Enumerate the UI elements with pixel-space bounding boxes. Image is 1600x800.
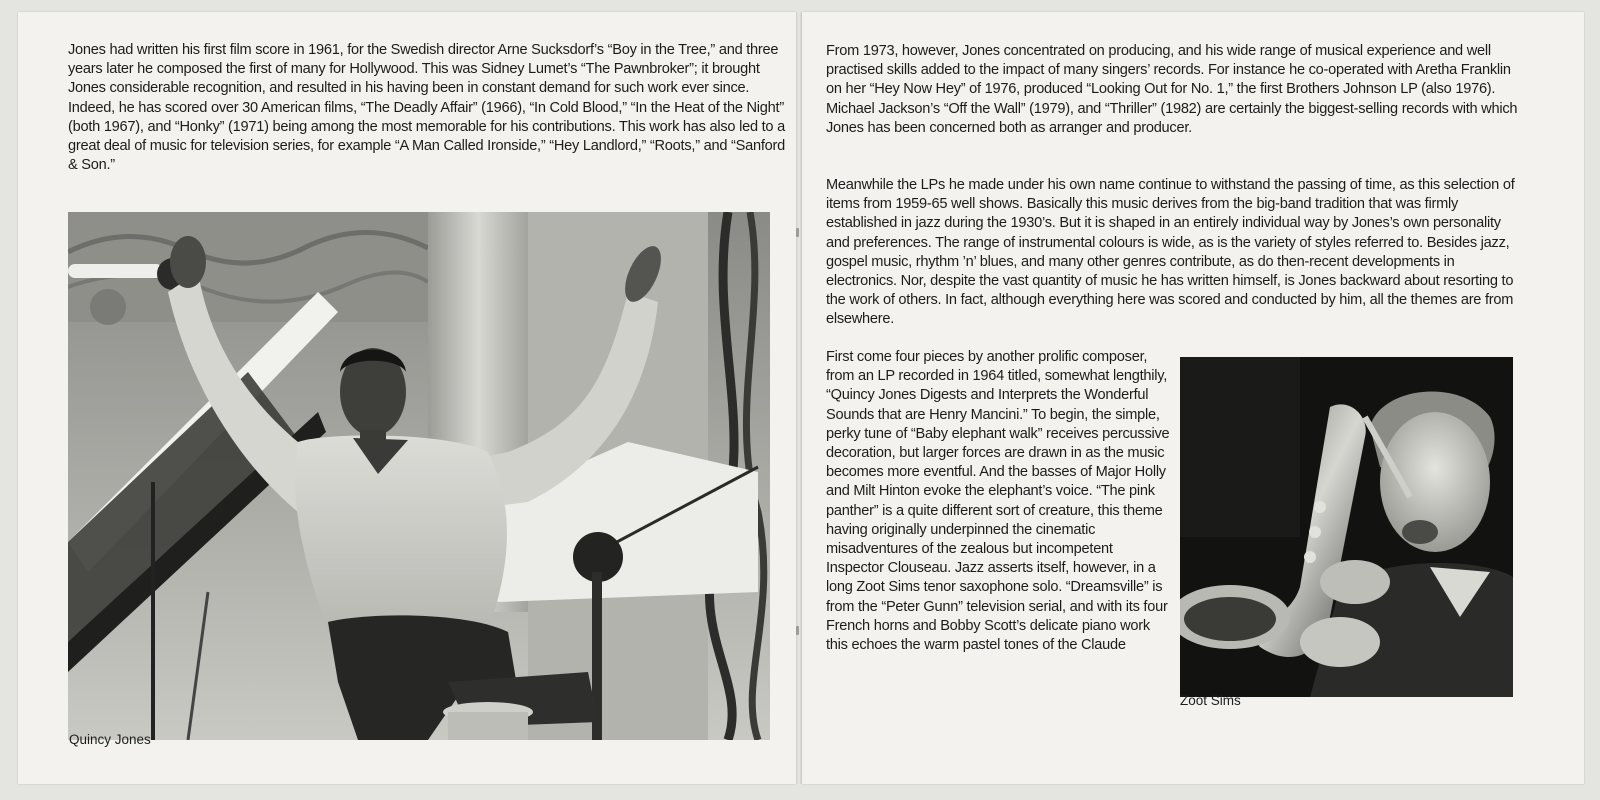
left-intro-paragraph: Jones had written his first film score in 1961, for the Swedish director Arne Sucksdorf’s “Boy in the Tree,” and three years later he composed the first of many for Hollywood. This was Sidney Lumet’s “The Pawnbroker”; it brought Jones considerable recognition, and resulted in his having been in constant demand for such work ever since. Indeed, he has scored over 30 American films, “The Deadly Affair” (1966), “In Cold Blood,” “In the Heat of the Night” (both 1967), and “Honky” (1971) being among the most memorable for his contributions. This work has also led to a great deal of music for television series, for example “A Man Called Ironside,” “Hey Landlord,” “Roots,” and “Sanford & Son.” [68,42,785,174]
photo-zoot-sims [1180,357,1513,697]
staple-top [796,228,799,237]
photo-quincy-jones [68,212,770,740]
right-page [802,12,1584,784]
caption-quincy-jones: Quincy Jones [69,732,151,747]
right-paragraph-3: First come four pieces by another prolific composer, from an LP recorded in 1964 titled, somewhat lengthily, “Quincy Jones Digests and Interprets the Wonderful Sounds that are Henry Mancini.” To begin, the simple, perky tune of “Baby elephant walk” receives percussive decoration, but larger forces are drawn in as the music becomes more eventful. And the basses of Major Holly and Milt Hinton evoke the elephant’s voice. “The pink panther” is a quite different sort of creature, this theme having originally underpinned the cinematic misadventures of the zealous but incompetent Inspector Clouseau. Jazz asserts itself, however, in a long Zoot Sims tenor saxophone solo. “Dreamsville” is from the “Peter Gunn” television serial, and with its four French horns and Bobby Scott’s delicate piano work this echoes the warm pastel tones of the Claude [826,349,1170,654]
caption-zoot-sims: Zoot Sims [1180,693,1241,708]
left-page [18,12,796,784]
staple-bottom [796,626,799,635]
right-paragraph-1: From 1973, however, Jones concentrated on producing, and his wide range of musical experience and well practised skills added to the impact of many singers’ records. For instance he co-operated with Aretha Franklin on her “Hey Now Hey” of 1976, produced “Looking Out for No. 1,” the first Brothers Johnson LP (also 1976). Michael Jackson’s “Off the Wall” (1979), and “Thriller” (1982) are certainly the biggest-selling records with which Jones has been concerned both as arranger and producer. [826,43,1518,136]
right-paragraph-2: Meanwhile the LPs he made under his own name continue to withstand the passing of time, as this selection of items from 1959-65 well shows. Basically this music derives from the big-band tradition that was firmly established in jazz during the 1930’s. But it is shaped in an entirely individual way by Jones’s own personality and preferences. The range of instrumental colours is wide, as is the variety of styles referred to. Besides jazz, gospel music, rhythm ’n’ blues, and many other genres contribute, as do then-recent developments in electronics. Nor, despite the vast quantity of music he has written himself, is Jones backward about resorting to the work of others. In fact, although everything here was scored and conducted by him, all the themes are from elsewhere. [826,177,1515,328]
zoot-sims-image [1180,357,1513,697]
quincy-jones-image [68,212,770,740]
